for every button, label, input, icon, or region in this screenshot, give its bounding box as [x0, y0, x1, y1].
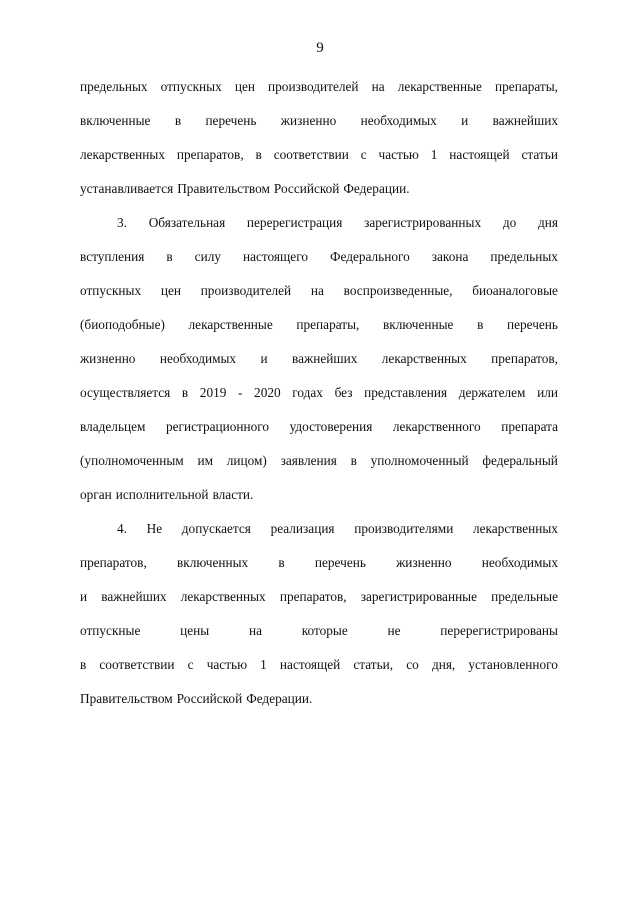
text-word: биоаналоговые — [472, 283, 558, 298]
text-line — [80, 451, 558, 485]
text-word: настоящего — [242, 249, 308, 264]
text-word: владельцем — [80, 419, 146, 434]
text-word: годах — [292, 385, 323, 400]
text-word: 3. — [117, 215, 127, 230]
text-word: Не — [146, 521, 163, 536]
text-word: настоящей — [449, 147, 510, 162]
text-word: осуществляется — [80, 385, 171, 400]
text-word: жизненно — [280, 113, 337, 128]
text-word: частью — [206, 657, 248, 672]
text-line — [80, 485, 558, 519]
text-word: необходимых — [159, 351, 237, 366]
text-word: 2019 — [199, 385, 227, 400]
text-word: которые — [301, 623, 348, 638]
text-word: важнейших — [292, 351, 358, 366]
text-word: препаратов, — [279, 589, 347, 604]
text-word: в — [255, 147, 262, 162]
text-word: и — [260, 351, 268, 366]
text-word: статьи, — [353, 657, 394, 672]
text-line — [80, 77, 558, 111]
text-word: жизненно — [80, 351, 136, 366]
text-word: устанавливается — [80, 181, 174, 196]
text-word: исполнительной — [115, 487, 209, 502]
text-word: в — [174, 113, 182, 128]
text-word: перечень — [205, 113, 257, 128]
text-word: необходимых — [481, 555, 558, 570]
text-word: необходимых — [360, 113, 437, 128]
text-word: цен — [234, 79, 255, 94]
text-word: до — [502, 215, 517, 230]
text-line — [80, 383, 558, 417]
text-word: реализация — [270, 521, 335, 536]
text-word: федеральный — [482, 453, 558, 468]
text-word: лекарственные — [188, 317, 273, 332]
text-line — [80, 111, 558, 145]
text-word: зарегистрированных — [364, 215, 482, 230]
document-body — [80, 77, 558, 723]
text-word: допускается — [181, 521, 251, 536]
text-word: перечень — [506, 317, 558, 332]
text-word: включенных — [176, 555, 249, 570]
text-word: (уполномоченным — [80, 453, 184, 468]
text-word: цен — [160, 283, 181, 298]
page-number: 9 — [316, 40, 324, 56]
text-word: вступления — [80, 249, 145, 264]
text-word: важнейших — [101, 589, 167, 604]
text-word: на — [371, 79, 385, 94]
text-line — [80, 587, 558, 621]
text-word: отпускные — [80, 623, 141, 638]
text-word: в — [350, 453, 357, 468]
text-word: соответствии — [273, 147, 349, 162]
text-word: заявления — [280, 453, 337, 468]
text-word: в — [80, 657, 87, 672]
text-word: воспроизведенные, — [343, 283, 453, 298]
text-word: уполномоченный — [370, 453, 469, 468]
text-line — [80, 655, 558, 689]
text-word: Российской — [176, 691, 243, 706]
text-line — [80, 689, 558, 723]
text-word: Российской — [273, 181, 340, 196]
text-word: предельных — [80, 79, 148, 94]
text-word: дня — [537, 215, 558, 230]
text-word: с — [187, 657, 194, 672]
text-word: настоящей — [279, 657, 341, 672]
text-word: важнейших — [492, 113, 558, 128]
text-word: предельных — [490, 249, 558, 264]
text-word: лекарственных — [381, 351, 467, 366]
text-line — [80, 553, 558, 587]
text-word: им — [197, 453, 213, 468]
text-word: регистрационного — [165, 419, 270, 434]
text-word: Правительством — [177, 181, 270, 196]
text-word: лицом) — [226, 453, 267, 468]
text-word: 1 — [260, 657, 267, 672]
text-word: перерегистрированы — [440, 623, 558, 638]
text-word: лекарственных — [80, 147, 165, 162]
text-word: Обязательная — [148, 215, 226, 230]
text-word: препаратов, — [176, 147, 244, 162]
text-word: 1 — [430, 147, 438, 162]
text-word: перечень — [314, 555, 366, 570]
text-word: отпускных — [80, 283, 142, 298]
text-word: включенные — [80, 113, 151, 128]
text-line — [80, 315, 558, 349]
text-word: Федерального — [329, 249, 410, 264]
text-word: удостоверения — [289, 419, 373, 434]
text-word: в — [166, 249, 173, 264]
text-word: власти. — [212, 487, 254, 502]
text-word: предельные — [491, 589, 558, 604]
text-line — [80, 349, 558, 383]
text-word: или — [537, 385, 558, 400]
text-word: представления — [364, 385, 448, 400]
text-word: соответствии — [99, 657, 175, 672]
text-word: в — [181, 385, 189, 400]
text-word: Федерации. — [343, 181, 410, 196]
text-word: препараты, — [495, 79, 558, 94]
text-word: не — [387, 623, 401, 638]
text-word: лекарственных — [472, 521, 558, 536]
text-word: закона — [431, 249, 469, 264]
text-word: производителей — [268, 79, 359, 94]
text-word: лекарственные — [397, 79, 482, 94]
text-word: орган — [80, 487, 112, 502]
text-word: держателем — [458, 385, 526, 400]
text-word: отпускных — [160, 79, 222, 94]
text-word: производителями — [354, 521, 454, 536]
text-word: Правительством — [80, 691, 173, 706]
text-word: силу — [194, 249, 221, 264]
text-word: препаратов, — [491, 351, 558, 366]
text-word: дня, — [431, 657, 456, 672]
text-word: производителей — [200, 283, 292, 298]
text-line — [80, 213, 558, 247]
text-word: жизненно — [396, 555, 452, 570]
text-word: включенные — [382, 317, 454, 332]
text-line — [80, 281, 558, 315]
text-word: препаратов, — [80, 555, 147, 570]
text-word: без — [334, 385, 353, 400]
text-word: на — [248, 623, 262, 638]
text-word: 2020 — [254, 385, 281, 400]
text-word: и — [461, 113, 469, 128]
text-word: препараты, — [296, 317, 360, 332]
text-word: с — [360, 147, 367, 162]
text-word: со — [406, 657, 419, 672]
text-word: 4. — [117, 521, 127, 536]
text-word: статьи — [521, 147, 558, 162]
text-word: цены — [180, 623, 210, 638]
text-word: зарегистрированные — [360, 589, 478, 604]
text-word: частью — [378, 147, 419, 162]
text-word: препарата — [501, 419, 558, 434]
text-word: - — [238, 385, 243, 400]
text-word: и — [80, 589, 88, 604]
text-word: в — [477, 317, 484, 332]
text-word: лекарственных — [180, 589, 266, 604]
text-word: в — [278, 555, 285, 570]
text-word: Федерации. — [246, 691, 313, 706]
text-line — [80, 519, 558, 553]
text-line — [80, 179, 558, 213]
text-line — [80, 247, 558, 281]
text-word: на — [310, 283, 324, 298]
text-line — [80, 145, 558, 179]
text-word: лекарственного — [392, 419, 481, 434]
text-word: (биоподобные) — [80, 317, 165, 332]
text-word: установленного — [468, 657, 558, 672]
text-line — [80, 417, 558, 451]
text-line — [80, 621, 558, 655]
text-word: перерегистрация — [246, 215, 343, 230]
